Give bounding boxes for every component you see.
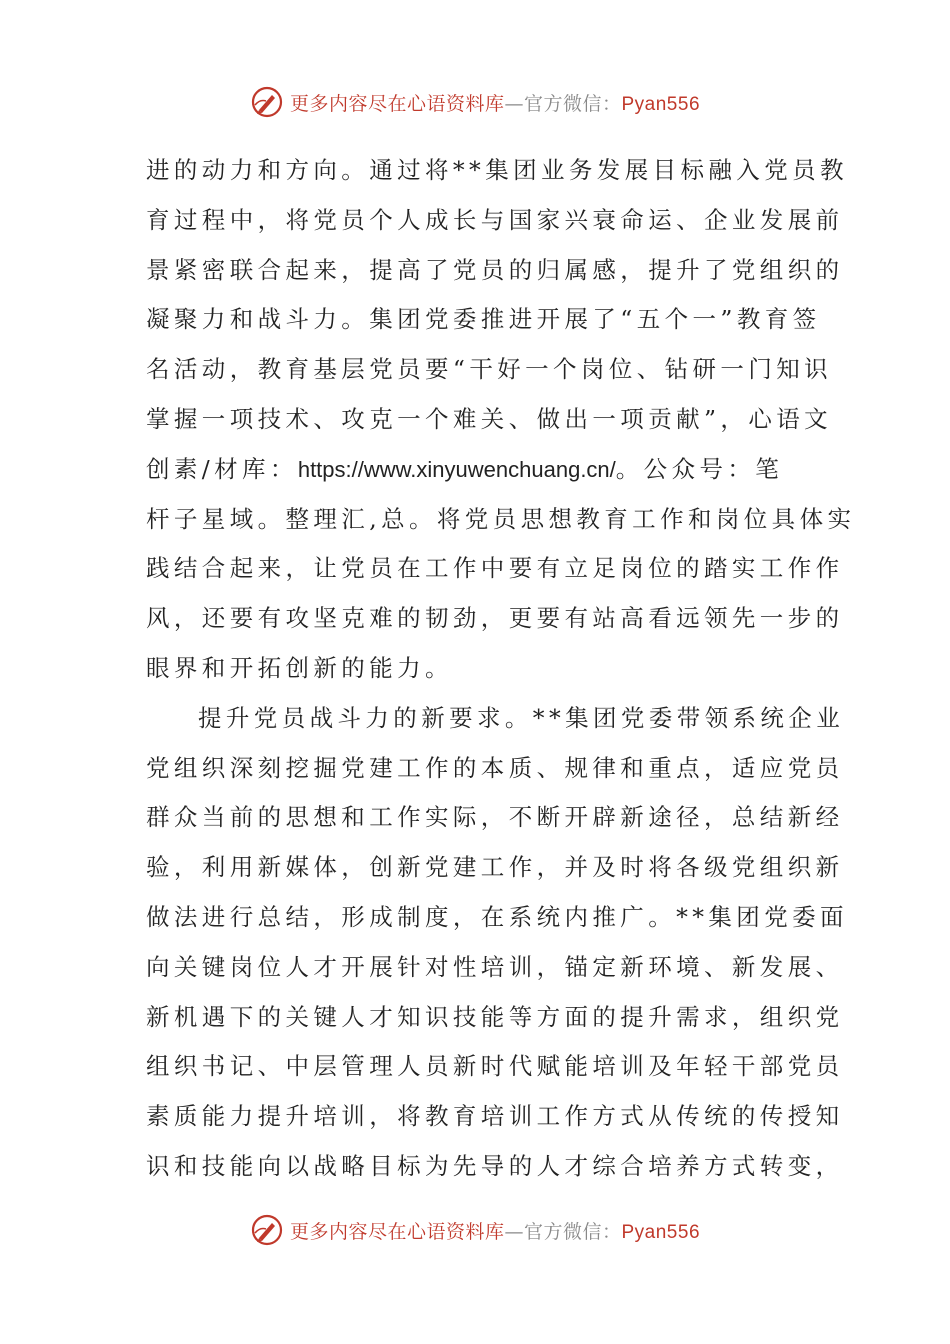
body-line: 风，还要有攻坚克难的韧劲，更要有站高看远领先一步的 (146, 604, 844, 633)
pen-logo-icon (250, 85, 284, 119)
body-line: 掌握一项技术、攻克一个难关、做出一项贡献”，心语文 (146, 404, 833, 433)
document-body (146, 146, 856, 1192)
header-watermark-id: Pyan556 (621, 93, 701, 115)
footer-watermark-official: 官方微信： (523, 1220, 622, 1243)
header-watermark-official: 官方微信： (523, 92, 622, 115)
paragraph-start-line: 提升党员战斗力的新要求。**集团党委带领系统企业 (198, 703, 845, 732)
pen-logo-icon (250, 1213, 284, 1247)
footer-watermark (0, 1210, 950, 1250)
body-line-with-url (146, 445, 806, 495)
body-line: 育过程中，将党员个人成长与国家兴衰命运、企业发展前 (146, 205, 844, 234)
body-line: 新机遇下的关键人才知识技能等方面的提升需求，组织党 (146, 1002, 844, 1031)
header-watermark-text (290, 89, 700, 116)
website-url-link[interactable]: https://www.xinyuwenchuang.cn/ (297, 456, 616, 482)
body-line: 眼界和开拓创新的能力。 (146, 653, 453, 682)
body-line: 践结合起来，让党员在工作中要有立足岗位的踏实工作作 (146, 554, 844, 583)
footer-watermark-text (290, 1217, 700, 1244)
body-line-suffix: 。公众号：笔 (615, 454, 784, 483)
body-line: 进的动力和方向。通过将**集团业务发展目标融入党员教 (146, 156, 848, 184)
footer-watermark-id: Pyan556 (621, 1221, 701, 1243)
body-line: 向关键岗位人才开展针对性培训，锚定新环境、新发展、 (146, 952, 844, 981)
footer-watermark-dash: — (504, 1220, 524, 1243)
body-line: 素质能力提升培训，将教育培训工作方式从传统的传授知 (146, 1102, 844, 1131)
header-watermark-dash: — (504, 92, 524, 115)
body-line: 识和技能向以战略目标为先导的人才综合培养方式转变， (146, 1151, 844, 1180)
header-watermark-cn: 更多内容尽在心语资料库 (289, 92, 505, 115)
body-line: 验，利用新媒体，创新党建工作，并及时将各级党组织新 (146, 853, 844, 882)
body-line: 景紧密联合起来，提高了党员的归属感，提升了党组织的 (146, 255, 844, 284)
body-line: 杆子星域。整理汇,总。将党员思想教育工作和岗位具体实 (146, 504, 856, 533)
body-line: 凝聚力和战斗力。集团党委推进开展了“五个一”教育签 (146, 305, 821, 334)
footer-watermark-cn: 更多内容尽在心语资料库 (289, 1220, 505, 1243)
body-line: 做法进行总结，形成制度，在系统内推广。**集团党委面 (146, 902, 848, 931)
body-line: 党组织深刻挖掘党建工作的本质、规律和重点，适应党员 (146, 753, 844, 782)
body-line: 群众当前的思想和工作实际，不断开辟新途径，总结新经 (146, 803, 844, 832)
body-line: 组织书记、中层管理人员新时代赋能培训及年轻干部党员 (146, 1052, 844, 1081)
body-line: 名活动，教育基层党员要“干好一个岗位、钻研一门知识 (146, 355, 833, 384)
header-watermark (0, 82, 950, 122)
body-line-prefix: 创素/材库： (146, 454, 298, 483)
